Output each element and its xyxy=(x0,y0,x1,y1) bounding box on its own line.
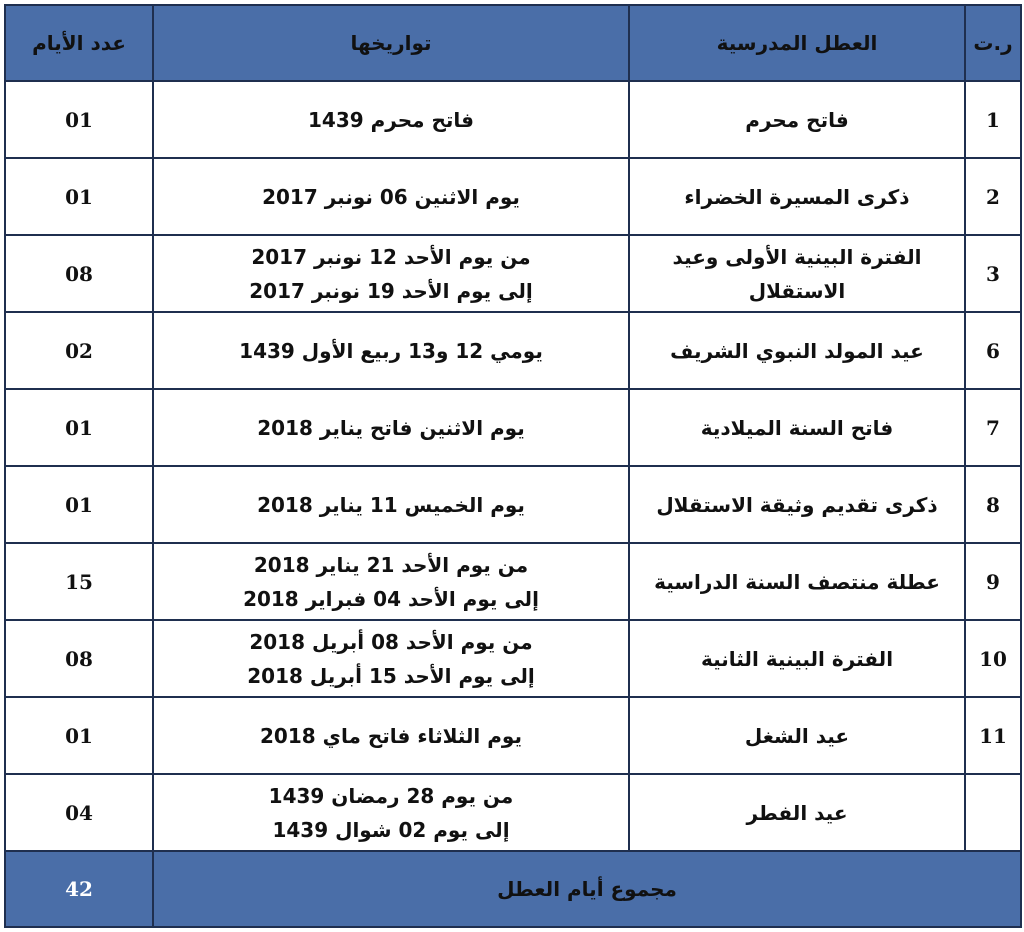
row-holiday: الفترة البينية الثانية xyxy=(629,620,965,697)
row-index: 10 xyxy=(965,620,1021,697)
row-index: 1 xyxy=(965,81,1021,158)
date-line: يوم الثلاثاء فاتح ماي 2018 xyxy=(260,723,522,748)
row-index: 7 xyxy=(965,389,1021,466)
table-row xyxy=(5,312,1021,389)
table-body xyxy=(5,81,1021,851)
header-index: ر.ت xyxy=(965,5,1021,81)
row-dates xyxy=(153,620,629,697)
date-line: إلى يوم الأحد 19 نونبر 2017 xyxy=(249,278,533,303)
footer-total: 42 xyxy=(5,851,153,927)
row-index: 11 xyxy=(965,697,1021,774)
row-index: 8 xyxy=(965,466,1021,543)
date-line: من يوم الأحد 21 يناير 2018 xyxy=(253,552,529,577)
row-dates xyxy=(153,774,629,851)
row-days: 01 xyxy=(5,158,153,235)
row-holiday: فاتح محرم xyxy=(629,81,965,158)
row-dates xyxy=(153,81,629,158)
row-holiday: عيد المولد النبوي الشريف xyxy=(629,312,965,389)
date-line: إلى يوم الأحد 15 أبريل 2018 xyxy=(247,663,535,688)
date-line: يوم الخميس 11 يناير 2018 xyxy=(257,492,525,517)
row-days: 01 xyxy=(5,466,153,543)
row-holiday: ذكرى المسيرة الخضراء xyxy=(629,158,965,235)
row-days: 02 xyxy=(5,312,153,389)
date-line: من يوم الأحد 12 نونبر 2017 xyxy=(251,244,531,269)
row-days: 01 xyxy=(5,697,153,774)
date-line: إلى يوم الأحد 04 فبراير 2018 xyxy=(243,586,539,611)
table-row xyxy=(5,697,1021,774)
row-index: 2 xyxy=(965,158,1021,235)
holiday-table xyxy=(4,4,1022,928)
table-row xyxy=(5,235,1021,312)
row-days: 15 xyxy=(5,543,153,620)
row-holiday: الفترة البينية الأولى وعيد الاستقلال xyxy=(629,235,965,312)
row-dates xyxy=(153,158,629,235)
row-days: 04 xyxy=(5,774,153,851)
date-line: يومي 12 و13 ربيع الأول 1439 xyxy=(239,338,543,363)
footer-label: مجموع أيام العطل xyxy=(153,851,1021,927)
row-dates xyxy=(153,235,629,312)
row-holiday: عيد الشغل xyxy=(629,697,965,774)
row-holiday: عطلة منتصف السنة الدراسية xyxy=(629,543,965,620)
header-dates: تواريخها xyxy=(153,5,629,81)
row-dates xyxy=(153,697,629,774)
table-row xyxy=(5,620,1021,697)
header-days: عدد الأيام xyxy=(5,5,153,81)
row-days: 01 xyxy=(5,389,153,466)
holiday-schedule xyxy=(4,4,1020,928)
header-holiday: العطل المدرسية xyxy=(629,5,965,81)
row-index: 6 xyxy=(965,312,1021,389)
row-holiday: ذكرى تقديم وثيقة الاستقلال xyxy=(629,466,965,543)
row-dates xyxy=(153,312,629,389)
date-line: إلى يوم 02 شوال 1439 xyxy=(272,817,510,842)
table-row xyxy=(5,466,1021,543)
date-line: من يوم الأحد 08 أبريل 2018 xyxy=(249,629,533,654)
row-days: 08 xyxy=(5,620,153,697)
date-line: يوم الاثنين فاتح يناير 2018 xyxy=(257,415,525,440)
row-index: 3 xyxy=(965,235,1021,312)
date-line: يوم الاثنين 06 نونبر 2017 xyxy=(262,184,520,209)
row-dates xyxy=(153,466,629,543)
table-header-row xyxy=(5,5,1021,81)
row-index xyxy=(965,774,1021,851)
date-line: من يوم 28 رمضان 1439 xyxy=(268,783,514,808)
row-holiday: فاتح السنة الميلادية xyxy=(629,389,965,466)
row-dates xyxy=(153,389,629,466)
row-days: 01 xyxy=(5,81,153,158)
date-line: فاتح محرم 1439 xyxy=(307,107,475,132)
row-dates xyxy=(153,543,629,620)
table-row xyxy=(5,158,1021,235)
table-row xyxy=(5,389,1021,466)
row-index: 9 xyxy=(965,543,1021,620)
row-days: 08 xyxy=(5,235,153,312)
row-holiday: عيد الفطر xyxy=(629,774,965,851)
table-row xyxy=(5,543,1021,620)
table-row xyxy=(5,774,1021,851)
table-footer-row xyxy=(5,851,1021,927)
table-row xyxy=(5,81,1021,158)
